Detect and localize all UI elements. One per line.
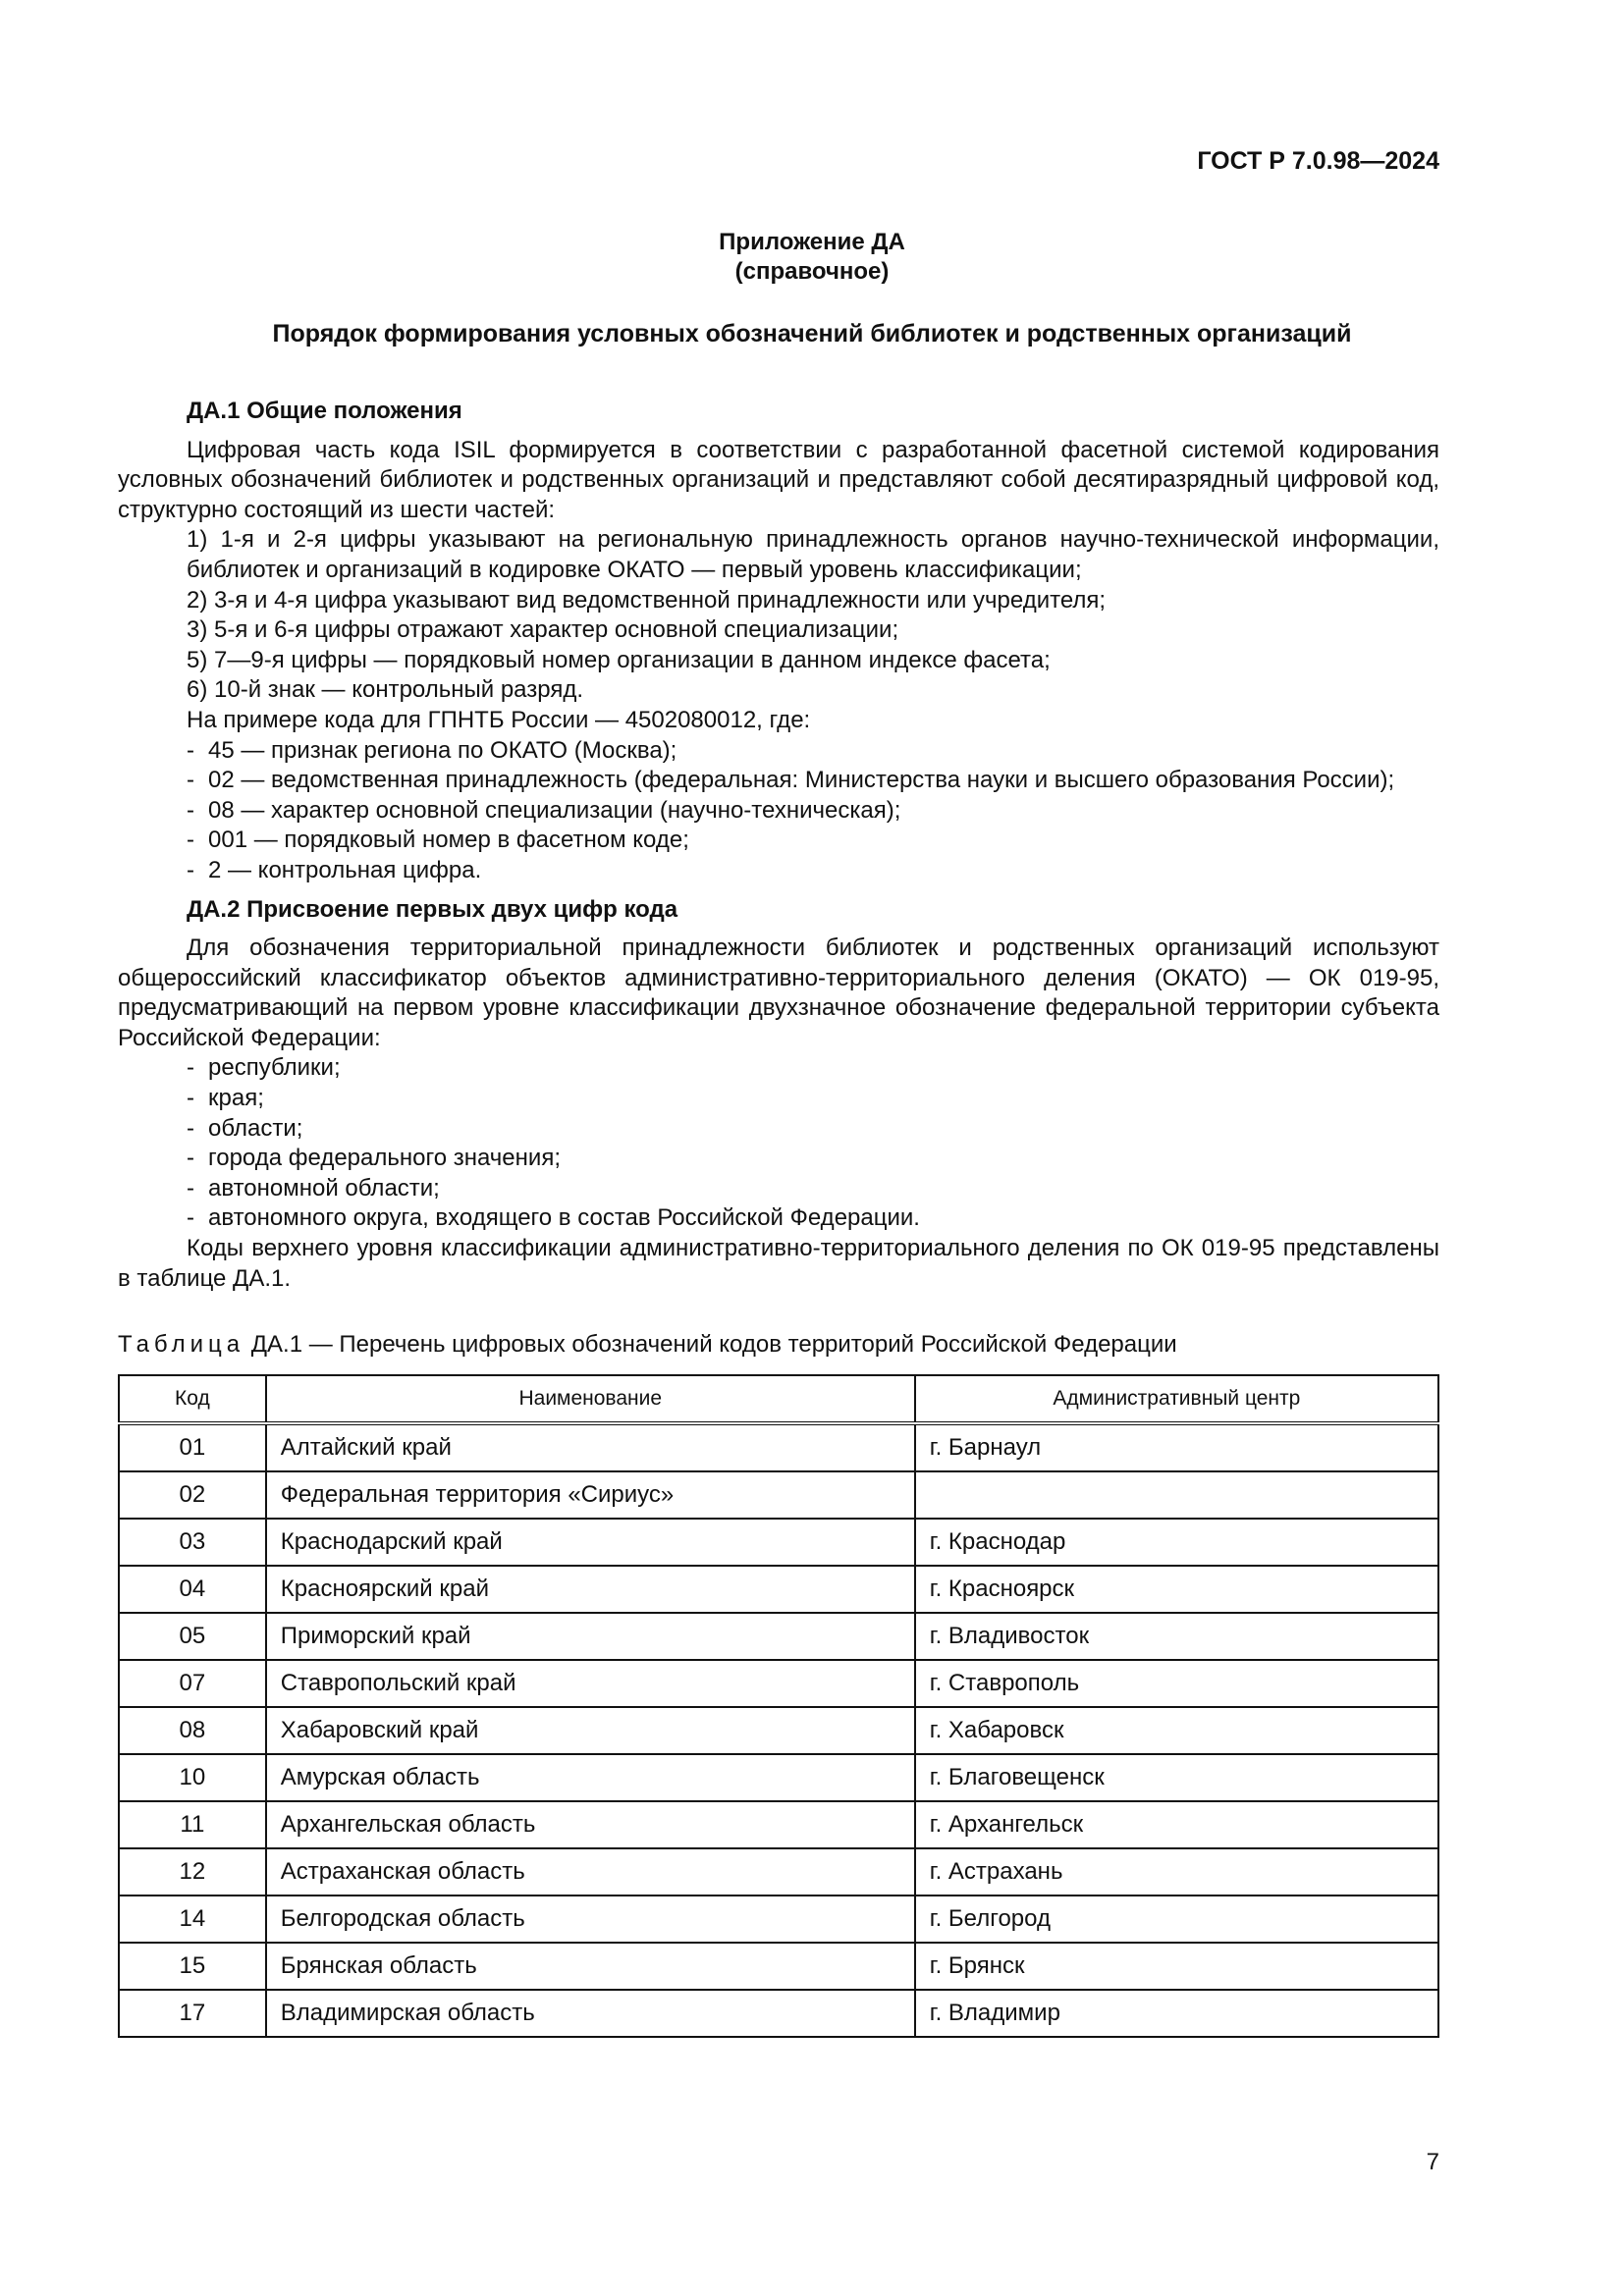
dash-item-text: автономного округа, входящего в состав Российской Федерации.	[208, 1204, 920, 1232]
dash-item-text: республики;	[208, 1054, 341, 1082]
dash-item: - автономного округа, входящего в состав Российской Федерации.	[118, 1203, 1439, 1234]
dash-item: - 08 — характер основной специализации (научно-техническая);	[118, 796, 1439, 827]
dash-item: - 45 — признак региона по ОКАТО (Москва);	[118, 736, 1439, 767]
list-item: 2) 3-я и 4-я цифра указывают вид ведомственной принадлежности или учредителя;	[187, 586, 1107, 614]
cell-name: Белгородская область	[266, 1896, 915, 1943]
table-caption-prefix: Таблица	[118, 1331, 245, 1358]
cell-code: 04	[119, 1566, 266, 1613]
column-header-name: Наименование	[266, 1375, 915, 1423]
cell-code: 14	[119, 1896, 266, 1943]
list-item: 1) 1-я и 2-я цифры указывают на региональную принадлежность органов научно-технической информации, библиотек и организаций в кодировке ОКАТО — первый уровень классификации;	[187, 526, 1439, 583]
cell-center: г. Хабаровск	[915, 1707, 1438, 1754]
dash-item-text: области;	[208, 1114, 303, 1142]
section-heading: ДА.1 Общие положения	[187, 398, 462, 424]
annex-subtitle: (справочное)	[734, 258, 890, 285]
cell-code: 01	[119, 1423, 266, 1471]
dash-item-text: 08 — характер основной специализации (научно-техническая);	[208, 796, 901, 824]
cell-name: Астраханская область	[266, 1848, 915, 1896]
document-body	[118, 397, 1439, 1294]
cell-code: 02	[119, 1471, 266, 1519]
cell-center: г. Астрахань	[915, 1848, 1438, 1896]
section-heading: ДА.2 Присвоение первых двух цифр кода	[187, 895, 678, 923]
dash-item: - республики;	[118, 1053, 1439, 1084]
dash-item-text: 45 — признак региона по ОКАТО (Москва);	[208, 736, 677, 764]
table-row	[119, 1613, 1438, 1660]
table-row	[119, 1707, 1438, 1754]
cell-center: г. Барнаул	[915, 1423, 1438, 1471]
table-row	[119, 1896, 1438, 1943]
cell-name: Амурская область	[266, 1754, 915, 1801]
page-number: 7	[1426, 2149, 1439, 2175]
cell-center	[915, 1471, 1438, 1519]
section-paragraph: Цифровая часть кода ISIL формируется в соответствии с разработанной фасетной системой кодирования условных обозначений библиотек и родственных организаций и представляют собой десятиразрядный цифровой код, структурно состоящий из шести частей:	[118, 436, 1439, 523]
dash-item-text: 2 — контрольная цифра.	[208, 856, 482, 883]
cell-name: Хабаровский край	[266, 1707, 915, 1754]
table-row	[119, 1848, 1438, 1896]
cell-code: 03	[119, 1519, 266, 1566]
cell-name: Приморский край	[266, 1613, 915, 1660]
list-item: 5) 7—9-я цифры — порядковый номер организации в данном индексе фасета;	[187, 646, 1051, 673]
dash-item-text: города федерального значения;	[208, 1145, 561, 1172]
column-header-code: Код	[119, 1375, 266, 1423]
cell-center: г. Брянск	[915, 1943, 1438, 1990]
table-row	[119, 1660, 1438, 1707]
table-caption	[118, 1331, 1177, 1359]
cell-center: г. Белгород	[915, 1896, 1438, 1943]
dash-item-text: 001 — порядковый номер в фасетном коде;	[208, 827, 689, 854]
dash-item: - 2 — контрольная цифра.	[118, 856, 1439, 886]
cell-name: Владимирская область	[266, 1990, 915, 2037]
cell-center: г. Владимир	[915, 1990, 1438, 2037]
cell-name: Ставропольский край	[266, 1660, 915, 1707]
table-header-row	[119, 1375, 1438, 1423]
territory-codes-table	[118, 1374, 1439, 2038]
cell-center: г. Благовещенск	[915, 1754, 1438, 1801]
list-item: 6) 10-й знак — контрольный разряд.	[187, 676, 584, 704]
cell-name: Архангельская область	[266, 1801, 915, 1848]
dash-item-text: края;	[208, 1085, 264, 1112]
example-intro: На примере кода для ГПНТБ России — 4502080012, где:	[187, 706, 811, 733]
cell-name: Федеральная территория «Сириус»	[266, 1471, 915, 1519]
column-header-center: Административный центр	[915, 1375, 1438, 1423]
dash-item-text: автономной области;	[208, 1174, 440, 1201]
cell-code: 17	[119, 1990, 266, 2037]
annex-title: Приложение ДА	[719, 229, 905, 255]
dash-item-text: 02 — ведомственная принадлежность (федеральная: Министерства науки и высшего образования России);	[208, 767, 1395, 794]
cell-name: Брянская область	[266, 1943, 915, 1990]
table-caption-text: ДА.1 — Перечень цифровых обозначений кодов территорий Российской Федерации	[250, 1331, 1177, 1358]
cell-name: Красноярский край	[266, 1566, 915, 1613]
cell-code: 08	[119, 1707, 266, 1754]
list-item: 3) 5-я и 6-я цифры отражают характер основной специализации;	[187, 616, 899, 644]
dash-item: - 001 — порядковый номер в фасетном коде;	[118, 826, 1439, 856]
cell-code: 05	[119, 1613, 266, 1660]
main-title: Порядок формирования условных обозначений библиотек и родственных организаций	[272, 320, 1352, 347]
cell-code: 07	[119, 1660, 266, 1707]
table-row	[119, 1990, 1438, 2037]
cell-code: 11	[119, 1801, 266, 1848]
cell-center: г. Владивосток	[915, 1613, 1438, 1660]
cell-code: 10	[119, 1754, 266, 1801]
dash-item: - края;	[118, 1084, 1439, 1114]
annex-title-block	[0, 228, 1624, 287]
cell-center: г. Краснодар	[915, 1519, 1438, 1566]
standard-code: ГОСТ Р 7.0.98—2024	[1197, 147, 1439, 175]
cell-center: г. Ставрополь	[915, 1660, 1438, 1707]
table-row	[119, 1423, 1438, 1471]
cell-name: Краснодарский край	[266, 1519, 915, 1566]
table-row	[119, 1754, 1438, 1801]
dash-item: - автономной области;	[118, 1174, 1439, 1204]
dash-item: - города федерального значения;	[118, 1144, 1439, 1174]
cell-name: Алтайский край	[266, 1423, 915, 1471]
section-paragraph: Коды верхнего уровня классификации административно-территориального деления по ОК 019-95 представлены в таблице ДА.1.	[118, 1235, 1439, 1292]
table-row	[119, 1471, 1438, 1519]
table-row	[119, 1519, 1438, 1566]
cell-code: 15	[119, 1943, 266, 1990]
dash-item: - 02 — ведомственная принадлежность (федеральная: Министерства науки и высшего образования России);	[118, 766, 1439, 796]
table-row	[119, 1943, 1438, 1990]
table-row	[119, 1801, 1438, 1848]
dash-item: - области;	[118, 1114, 1439, 1145]
cell-code: 12	[119, 1848, 266, 1896]
cell-center: г. Красноярск	[915, 1566, 1438, 1613]
table-row	[119, 1566, 1438, 1613]
cell-center: г. Архангельск	[915, 1801, 1438, 1848]
section-paragraph: Для обозначения территориальной принадлежности библиотек и родственных организаций используют общероссийский классификатор объектов административно-территориального деления (ОКАТО) — ОК 019-95, предусматривающий на первом уровне классификации двухзначное обозначение федеральной территории субъекта Российской Федерации:	[118, 934, 1439, 1051]
